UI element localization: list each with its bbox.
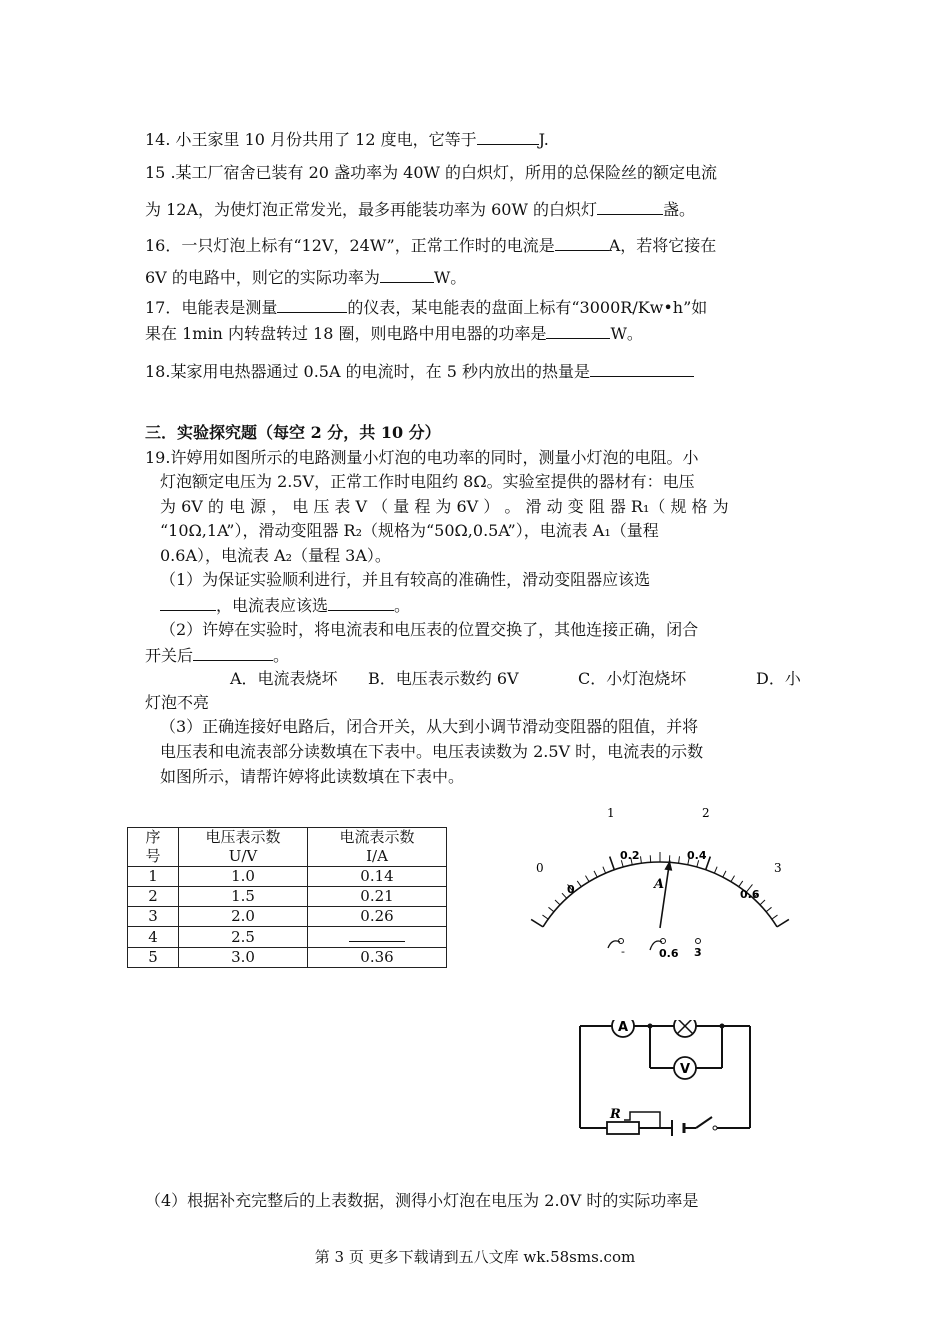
- q19-part2-blank[interactable]: [193, 644, 273, 661]
- q19-line3: 为 6V 的 电 源 ， 电 压 表 V （ 量 程 为 6V ） 。 滑 动 变 阻 器 R₁（ 规 格 为: [160, 497, 729, 516]
- bottom-tick-0.2: 0.2: [620, 849, 640, 862]
- q19-option-a[interactable]: A．电流表烧坏: [230, 669, 338, 688]
- meter-tick: [577, 881, 581, 887]
- table-row: 1 1.0 0.14: [128, 867, 447, 887]
- meter-tick: [603, 867, 606, 873]
- table-row: 2 1.5 0.21: [128, 887, 447, 907]
- terminal-neg-label: -: [621, 945, 625, 958]
- circuit-diagram: [572, 1020, 762, 1140]
- q19-part1-blank-2[interactable]: [328, 594, 394, 611]
- meter-tick: [731, 876, 735, 882]
- meter-tick: [679, 856, 680, 863]
- meter-needle: [660, 860, 670, 928]
- q19-option-d-cont: 灯泡不亮: [145, 693, 210, 712]
- question-14: 14. 小王家里 10 月份共用了 12 度电，它等于 J.: [145, 130, 549, 149]
- q19-part3-line3: 如图所示，请帮许婷将此读数填在下表中。: [160, 767, 465, 786]
- q19-part3-line1: （3）正确连接好电路后，闭合开关，从大到小调节滑动变阻器的阻值，并将: [160, 717, 699, 736]
- q16-blank-1[interactable]: [555, 234, 609, 251]
- table-row: 4 2.5: [128, 927, 447, 948]
- q19-line1: 19.许婷用如图所示的电路测量小灯泡的电功率的同时，测量小灯泡的电阻。小: [145, 448, 699, 467]
- q17-blank-1[interactable]: [277, 296, 347, 313]
- data-table: [127, 827, 447, 968]
- meter-tick: [610, 857, 615, 870]
- meter-tick: [772, 915, 778, 919]
- header-index: 序 号: [128, 828, 179, 867]
- header-voltage: 电压表示数 U/V: [179, 828, 308, 867]
- voltmeter-label: V: [679, 1062, 691, 1077]
- meter-tick: [640, 856, 641, 863]
- terminal-06-label: 0.6: [659, 947, 679, 960]
- question-18: 18.某家用电热器通过 0.5A 的电流时，在 5 秒内放出的热量是: [145, 360, 694, 383]
- meter-unit-label: A: [654, 877, 665, 892]
- question-16-line1: 16．一只灯泡上标有“12V，24W”，正常工作时的电流是 A，若将它接在: [145, 236, 717, 255]
- question-15-line1: 15 .某工厂宿舍已装有 20 盏功率为 40W 的白炽灯，所用的总保险丝的额定电流: [145, 163, 718, 182]
- top-tick-3: 3: [774, 861, 782, 875]
- meter-tick: [777, 919, 789, 926]
- meter-tick: [594, 871, 597, 877]
- answer-cell[interactable]: [308, 927, 447, 948]
- rheostat-icon: [607, 1122, 639, 1134]
- bottom-tick-0: 0: [567, 883, 575, 896]
- q19-part3-line2: 电压表和电流表部分读数填在下表中。电压表读数为 2.5V 时，电流表的示数: [160, 742, 704, 761]
- q19-part1-blank-1[interactable]: [160, 594, 216, 611]
- q19-option-d[interactable]: D．小: [756, 669, 801, 688]
- terminal-3-icon: [696, 939, 701, 944]
- q16-blank-2[interactable]: [380, 266, 434, 283]
- q19-part1-line2: ，电流表应该选 。: [160, 594, 410, 617]
- table-header-row: [128, 828, 447, 867]
- section-3-title: 三．实验探究题（每空 2 分，共 10 分）: [145, 423, 441, 442]
- rheostat-label: R: [610, 1107, 621, 1122]
- meter-tick: [739, 881, 743, 887]
- question-17-line1: 17．电能表是测量 的仪表，某电能表的盘面上标有“3000R/Kw•h”如: [145, 298, 708, 317]
- ammeter-label: A: [617, 1020, 629, 1035]
- q18-blank[interactable]: [590, 360, 694, 377]
- question-15-line2: 为 12A，为使灯泡正常发光，最多再能装功率为 60W 的白炽灯 盏。: [145, 200, 695, 219]
- page-footer: 第 3 页 更多下载请到五八文库 wk.58sms.com: [314, 1248, 636, 1266]
- q15-blank[interactable]: [597, 198, 663, 215]
- meter-tick: [531, 919, 543, 926]
- top-tick-1: 1: [607, 806, 615, 820]
- bottom-tick-0.4: 0.4: [687, 849, 707, 862]
- table-answer-blank[interactable]: [349, 927, 405, 942]
- q19-option-c[interactable]: C．小灯泡烧坏: [578, 669, 687, 688]
- meter-tick: [766, 907, 771, 911]
- meter-tick: [548, 907, 553, 911]
- lamp-icon: [674, 1020, 696, 1037]
- meter-tick: [542, 915, 548, 919]
- meter-tick: [714, 867, 717, 873]
- q19-part1-line1: （1）为保证实验顺利进行，并且有较高的准确性，滑动变阻器应该选: [160, 570, 651, 589]
- terminal-3-label: 3: [694, 946, 702, 959]
- q14-text: 14. 小王家里 10 月份共用了 12 度电，它等于: [145, 130, 477, 149]
- q14-blank[interactable]: [477, 128, 539, 145]
- q19-part2-line1: （2）许婷在实验时，将电流表和电压表的位置交换了，其他连接正确，闭合: [160, 620, 699, 639]
- header-current: 电流表示数 I/A: [308, 828, 447, 867]
- q19-line2: 灯泡额定电压为 2.5V，正常工作时电阻约 8Ω。实验室提供的器材有：电压: [160, 472, 695, 491]
- table-row: 3 2.0 0.26: [128, 907, 447, 927]
- meter-tick: [723, 871, 726, 877]
- bottom-tick-0.6: 0.6: [740, 888, 760, 901]
- meter-tick: [555, 900, 560, 905]
- question-16-line2: 6V 的电路中，则它的实际功率为 W。: [145, 268, 467, 287]
- q17-blank-2[interactable]: [546, 322, 610, 339]
- meter-tick: [562, 893, 567, 898]
- switch-icon: [713, 1126, 717, 1130]
- meter-tick: [760, 900, 765, 905]
- table-row: 5 3.0 0.36: [128, 948, 447, 968]
- q19-line5: 0.6A），电流表 A₂（量程 3A）。: [160, 546, 391, 565]
- q19-option-b[interactable]: B．电压表示数约 6V: [368, 669, 519, 688]
- q19-line4: “10Ω,1A”），滑动变阻器 R₂（规格为“50Ω,0.5A”），电流表 A₁（量程: [160, 521, 659, 540]
- top-tick-0: 0: [536, 861, 544, 875]
- meter-tick: [585, 876, 589, 882]
- q19-part4: （4）根据补充完整后的上表数据，测得小灯泡在电压为 2.0V 时的实际功率是: [145, 1191, 699, 1210]
- ammeter-dial: [530, 800, 790, 970]
- question-17-line2: 果在 1min 内转盘转过 18 圈，则电路中用电器的功率是 W。: [145, 324, 643, 343]
- q19-part2-line2: 开关后 。: [145, 646, 290, 665]
- top-tick-2: 2: [702, 806, 710, 820]
